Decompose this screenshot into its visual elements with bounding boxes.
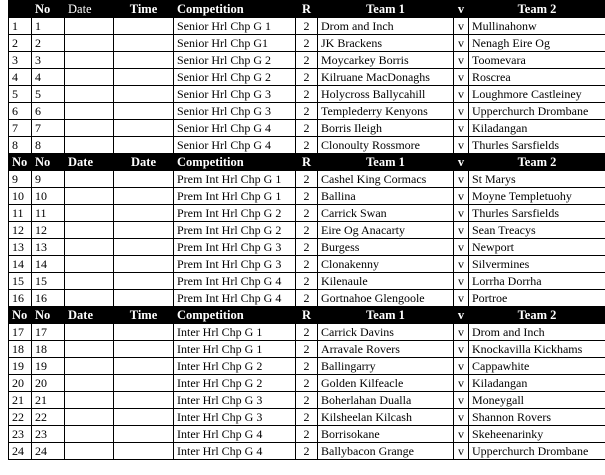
cell-r: 2 xyxy=(296,222,318,239)
cell-r: 2 xyxy=(296,324,318,341)
cell-team2: Lorrha Dorrha xyxy=(469,273,605,290)
cell-no: 9 xyxy=(32,171,65,188)
table-row xyxy=(9,222,605,239)
cell-no: 20 xyxy=(32,375,65,392)
cell-r: 2 xyxy=(296,205,318,222)
table-row xyxy=(9,171,605,188)
column-header-idx xyxy=(9,1,32,18)
cell-date xyxy=(65,426,114,443)
cell-r: 2 xyxy=(296,35,318,52)
table-row xyxy=(9,443,605,460)
cell-v: v xyxy=(454,205,469,222)
header-row xyxy=(9,154,605,171)
cell-idx: 17 xyxy=(9,324,32,341)
cell-date xyxy=(65,86,114,103)
cell-team2: Moneygall xyxy=(469,392,605,409)
cell-no: 15 xyxy=(32,273,65,290)
cell-team2: St Marys xyxy=(469,171,605,188)
cell-v: v xyxy=(454,86,469,103)
cell-r: 2 xyxy=(296,120,318,137)
cell-team1: Golden Kilfeacle xyxy=(318,375,454,392)
cell-no: 8 xyxy=(32,137,65,154)
cell-team1: Kilsheelan Kilcash xyxy=(318,409,454,426)
table-row xyxy=(9,375,605,392)
cell-time xyxy=(114,171,174,188)
cell-team1: Gortnahoe Glengoole xyxy=(318,290,454,307)
cell-team1: Eire Og Anacarty xyxy=(318,222,454,239)
cell-r: 2 xyxy=(296,256,318,273)
cell-team2: Thurles Sarsfields xyxy=(469,137,605,154)
cell-time xyxy=(114,205,174,222)
cell-v: v xyxy=(454,290,469,307)
cell-team1: Arravale Rovers xyxy=(318,341,454,358)
cell-no: 21 xyxy=(32,392,65,409)
cell-r: 2 xyxy=(296,188,318,205)
column-header-time: Date xyxy=(114,154,174,171)
cell-team2: Mullinahonw xyxy=(469,18,605,35)
table-row xyxy=(9,52,605,69)
column-header-team2: Team 2 xyxy=(469,1,605,18)
cell-r: 2 xyxy=(296,375,318,392)
cell-team1: Clonakenny xyxy=(318,256,454,273)
column-header-competition: Competition xyxy=(174,154,296,171)
column-header-team1: Team 1 xyxy=(318,154,454,171)
cell-r: 2 xyxy=(296,290,318,307)
cell-r: 2 xyxy=(296,392,318,409)
cell-time xyxy=(114,426,174,443)
cell-r: 2 xyxy=(296,409,318,426)
cell-no: 17 xyxy=(32,324,65,341)
cell-no: 1 xyxy=(32,18,65,35)
cell-date xyxy=(65,171,114,188)
cell-date xyxy=(65,256,114,273)
cell-idx: 20 xyxy=(9,375,32,392)
cell-competition: Inter Hrl Chp G 2 xyxy=(174,375,296,392)
cell-v: v xyxy=(454,358,469,375)
cell-team1: Borris Ileigh xyxy=(318,120,454,137)
cell-idx: 24 xyxy=(9,443,32,460)
cell-time xyxy=(114,222,174,239)
cell-idx: 15 xyxy=(9,273,32,290)
cell-time xyxy=(114,443,174,460)
cell-time xyxy=(114,358,174,375)
cell-competition: Prem Int Hrl Chp G 3 xyxy=(174,256,296,273)
cell-no: 16 xyxy=(32,290,65,307)
cell-v: v xyxy=(454,137,469,154)
column-header-v: v xyxy=(454,307,469,324)
column-header-date: Date xyxy=(65,1,114,18)
cell-team1: Ballybacon Grange xyxy=(318,443,454,460)
cell-idx: 19 xyxy=(9,358,32,375)
cell-idx: 16 xyxy=(9,290,32,307)
cell-v: v xyxy=(454,52,469,69)
cell-v: v xyxy=(454,222,469,239)
cell-competition: Prem Int Hrl Chp G 4 xyxy=(174,273,296,290)
cell-idx: 5 xyxy=(9,86,32,103)
cell-team2: Upperchurch Drombane xyxy=(469,103,605,120)
column-header-v: v xyxy=(454,1,469,18)
table-row xyxy=(9,341,605,358)
cell-idx: 12 xyxy=(9,222,32,239)
cell-team2: Shannon Rovers xyxy=(469,409,605,426)
cell-team2: Drom and Inch xyxy=(469,324,605,341)
column-header-team2: Team 2 xyxy=(469,307,605,324)
cell-v: v xyxy=(454,188,469,205)
cell-v: v xyxy=(454,426,469,443)
cell-team2: Kiladangan xyxy=(469,120,605,137)
cell-no: 14 xyxy=(32,256,65,273)
cell-competition: Senior Hrl Chp G1 xyxy=(174,35,296,52)
cell-r: 2 xyxy=(296,103,318,120)
cell-idx: 6 xyxy=(9,103,32,120)
cell-time xyxy=(114,392,174,409)
cell-no: 3 xyxy=(32,52,65,69)
cell-no: 13 xyxy=(32,239,65,256)
cell-team1: Boherlahan Dualla xyxy=(318,392,454,409)
cell-date xyxy=(65,103,114,120)
column-header-v: v xyxy=(454,154,469,171)
cell-team2: Nenagh Eire Og xyxy=(469,35,605,52)
cell-time xyxy=(114,188,174,205)
column-header-competition: Competition xyxy=(174,1,296,18)
cell-date xyxy=(65,375,114,392)
column-header-date: Date xyxy=(65,307,114,324)
cell-idx: 2 xyxy=(9,35,32,52)
cell-time xyxy=(114,409,174,426)
cell-v: v xyxy=(454,120,469,137)
table-row xyxy=(9,137,605,154)
cell-time xyxy=(114,137,174,154)
cell-team2: Loughmore Castleiney xyxy=(469,86,605,103)
table-row xyxy=(9,205,605,222)
cell-r: 2 xyxy=(296,426,318,443)
cell-idx: 8 xyxy=(9,137,32,154)
cell-competition: Senior Hrl Chp G 3 xyxy=(174,86,296,103)
cell-v: v xyxy=(454,35,469,52)
cell-competition: Senior Hrl Chp G 3 xyxy=(174,103,296,120)
cell-competition: Senior Hrl Chp G 2 xyxy=(174,69,296,86)
table-row xyxy=(9,273,605,290)
column-header-no: No xyxy=(32,307,65,324)
column-header-r: R xyxy=(296,154,318,171)
column-header-idx: No xyxy=(9,307,32,324)
cell-date xyxy=(65,443,114,460)
cell-date xyxy=(65,120,114,137)
cell-team2: Thurles Sarsfields xyxy=(469,205,605,222)
cell-v: v xyxy=(454,171,469,188)
column-header-time: Time xyxy=(114,1,174,18)
cell-team1: Ballingarry xyxy=(318,358,454,375)
cell-time xyxy=(114,239,174,256)
cell-team1: JK Brackens xyxy=(318,35,454,52)
cell-idx: 11 xyxy=(9,205,32,222)
cell-date xyxy=(65,273,114,290)
cell-no: 5 xyxy=(32,86,65,103)
cell-team1: Ballina xyxy=(318,188,454,205)
cell-r: 2 xyxy=(296,358,318,375)
cell-idx: 7 xyxy=(9,120,32,137)
table-row xyxy=(9,358,605,375)
cell-date xyxy=(65,409,114,426)
fixtures-table xyxy=(8,0,605,460)
column-header-no: No xyxy=(32,1,65,18)
column-header-team1: Team 1 xyxy=(318,1,454,18)
column-header-date: Date xyxy=(65,154,114,171)
cell-v: v xyxy=(454,341,469,358)
cell-idx: 14 xyxy=(9,256,32,273)
cell-r: 2 xyxy=(296,52,318,69)
cell-idx: 23 xyxy=(9,426,32,443)
cell-time xyxy=(114,290,174,307)
table-row xyxy=(9,239,605,256)
table-row xyxy=(9,35,605,52)
column-header-team1: Team 1 xyxy=(318,307,454,324)
cell-r: 2 xyxy=(296,137,318,154)
cell-no: 22 xyxy=(32,409,65,426)
cell-team1: Clonoulty Rossmore xyxy=(318,137,454,154)
cell-v: v xyxy=(454,392,469,409)
column-header-r: R xyxy=(296,307,318,324)
cell-no: 18 xyxy=(32,341,65,358)
cell-date xyxy=(65,290,114,307)
cell-idx: 4 xyxy=(9,69,32,86)
cell-date xyxy=(65,392,114,409)
cell-date xyxy=(65,18,114,35)
cell-team2: Toomevara xyxy=(469,52,605,69)
table-row xyxy=(9,120,605,137)
cell-time xyxy=(114,52,174,69)
cell-date xyxy=(65,222,114,239)
cell-idx: 21 xyxy=(9,392,32,409)
cell-r: 2 xyxy=(296,273,318,290)
header-row xyxy=(9,1,605,18)
cell-time xyxy=(114,35,174,52)
cell-team2: Upperchurch Drombane xyxy=(469,443,605,460)
cell-no: 11 xyxy=(32,205,65,222)
column-header-idx: No xyxy=(9,154,32,171)
cell-time xyxy=(114,375,174,392)
cell-competition: Inter Hrl Chp G 3 xyxy=(174,409,296,426)
cell-no: 24 xyxy=(32,443,65,460)
cell-idx: 18 xyxy=(9,341,32,358)
cell-v: v xyxy=(454,256,469,273)
fixtures-body xyxy=(9,1,605,460)
cell-r: 2 xyxy=(296,18,318,35)
cell-team1: Moycarkey Borris xyxy=(318,52,454,69)
cell-date xyxy=(65,358,114,375)
column-header-team2: Team 2 xyxy=(469,154,605,171)
cell-team2: Silvermines xyxy=(469,256,605,273)
cell-no: 2 xyxy=(32,35,65,52)
table-row xyxy=(9,392,605,409)
cell-competition: Inter Hrl Chp G 1 xyxy=(174,341,296,358)
cell-team2: Portroe xyxy=(469,290,605,307)
cell-date xyxy=(65,324,114,341)
cell-idx: 13 xyxy=(9,239,32,256)
cell-no: 12 xyxy=(32,222,65,239)
cell-team1: Templederry Kenyons xyxy=(318,103,454,120)
cell-team1: Burgess xyxy=(318,239,454,256)
cell-competition: Senior Hrl Chp G 1 xyxy=(174,18,296,35)
cell-competition: Inter Hrl Chp G 4 xyxy=(174,426,296,443)
cell-date xyxy=(65,69,114,86)
column-header-competition: Competition xyxy=(174,307,296,324)
table-row xyxy=(9,188,605,205)
cell-time xyxy=(114,341,174,358)
cell-competition: Senior Hrl Chp G 4 xyxy=(174,120,296,137)
cell-team1: Kilenaule xyxy=(318,273,454,290)
cell-v: v xyxy=(454,18,469,35)
cell-competition: Inter Hrl Chp G 2 xyxy=(174,358,296,375)
table-row xyxy=(9,290,605,307)
cell-idx: 10 xyxy=(9,188,32,205)
cell-r: 2 xyxy=(296,86,318,103)
cell-competition: Prem Int Hrl Chp G 3 xyxy=(174,239,296,256)
cell-team2: Roscrea xyxy=(469,69,605,86)
cell-team2: Kiladangan xyxy=(469,375,605,392)
cell-v: v xyxy=(454,69,469,86)
table-row xyxy=(9,426,605,443)
cell-v: v xyxy=(454,375,469,392)
cell-team1: Holycross Ballycahill xyxy=(318,86,454,103)
cell-idx: 22 xyxy=(9,409,32,426)
cell-no: 7 xyxy=(32,120,65,137)
cell-v: v xyxy=(454,103,469,120)
cell-r: 2 xyxy=(296,239,318,256)
cell-v: v xyxy=(454,409,469,426)
column-header-time: Time xyxy=(114,307,174,324)
cell-no: 6 xyxy=(32,103,65,120)
cell-time xyxy=(114,256,174,273)
cell-competition: Prem Int Hrl Chp G 1 xyxy=(174,171,296,188)
table-row xyxy=(9,18,605,35)
cell-team2: Newport xyxy=(469,239,605,256)
cell-date xyxy=(65,205,114,222)
cell-time xyxy=(114,69,174,86)
cell-competition: Prem Int Hrl Chp G 2 xyxy=(174,205,296,222)
cell-competition: Inter Hrl Chp G 3 xyxy=(174,392,296,409)
cell-time xyxy=(114,103,174,120)
cell-team1: Carrick Davins xyxy=(318,324,454,341)
cell-r: 2 xyxy=(296,443,318,460)
cell-competition: Prem Int Hrl Chp G 4 xyxy=(174,290,296,307)
cell-idx: 3 xyxy=(9,52,32,69)
column-header-no: No xyxy=(32,154,65,171)
cell-v: v xyxy=(454,324,469,341)
cell-team2: Skeheenarinky xyxy=(469,426,605,443)
table-row xyxy=(9,103,605,120)
cell-team1: Cashel King Cormacs xyxy=(318,171,454,188)
cell-v: v xyxy=(454,443,469,460)
cell-date xyxy=(65,52,114,69)
table-row xyxy=(9,69,605,86)
cell-date xyxy=(65,341,114,358)
cell-idx: 9 xyxy=(9,171,32,188)
cell-team1: Drom and Inch xyxy=(318,18,454,35)
cell-v: v xyxy=(454,273,469,290)
cell-r: 2 xyxy=(296,171,318,188)
table-row xyxy=(9,256,605,273)
table-row xyxy=(9,86,605,103)
cell-time xyxy=(114,324,174,341)
cell-team2: Cappawhite xyxy=(469,358,605,375)
cell-team1: Carrick Swan xyxy=(318,205,454,222)
column-header-r: R xyxy=(296,1,318,18)
cell-time xyxy=(114,86,174,103)
cell-date xyxy=(65,188,114,205)
cell-competition: Senior Hrl Chp G 4 xyxy=(174,137,296,154)
cell-competition: Inter Hrl Chp G 4 xyxy=(174,443,296,460)
cell-team2: Moyne Templetuohy xyxy=(469,188,605,205)
cell-no: 19 xyxy=(32,358,65,375)
cell-competition: Senior Hrl Chp G 2 xyxy=(174,52,296,69)
cell-team1: Kilruane MacDonaghs xyxy=(318,69,454,86)
cell-r: 2 xyxy=(296,69,318,86)
cell-team2: Knockavilla Kickhams xyxy=(469,341,605,358)
cell-time xyxy=(114,120,174,137)
cell-no: 23 xyxy=(32,426,65,443)
cell-no: 4 xyxy=(32,69,65,86)
cell-time xyxy=(114,18,174,35)
table-row xyxy=(9,409,605,426)
cell-idx: 1 xyxy=(9,18,32,35)
cell-time xyxy=(114,273,174,290)
cell-no: 10 xyxy=(32,188,65,205)
cell-competition: Prem Int Hrl Chp G 1 xyxy=(174,188,296,205)
cell-date xyxy=(65,137,114,154)
cell-date xyxy=(65,35,114,52)
cell-competition: Inter Hrl Chp G 1 xyxy=(174,324,296,341)
cell-team1: Borrisokane xyxy=(318,426,454,443)
table-row xyxy=(9,324,605,341)
cell-competition: Prem Int Hrl Chp G 2 xyxy=(174,222,296,239)
cell-v: v xyxy=(454,239,469,256)
cell-r: 2 xyxy=(296,341,318,358)
header-row xyxy=(9,307,605,324)
cell-team2: Sean Treacys xyxy=(469,222,605,239)
cell-date xyxy=(65,239,114,256)
